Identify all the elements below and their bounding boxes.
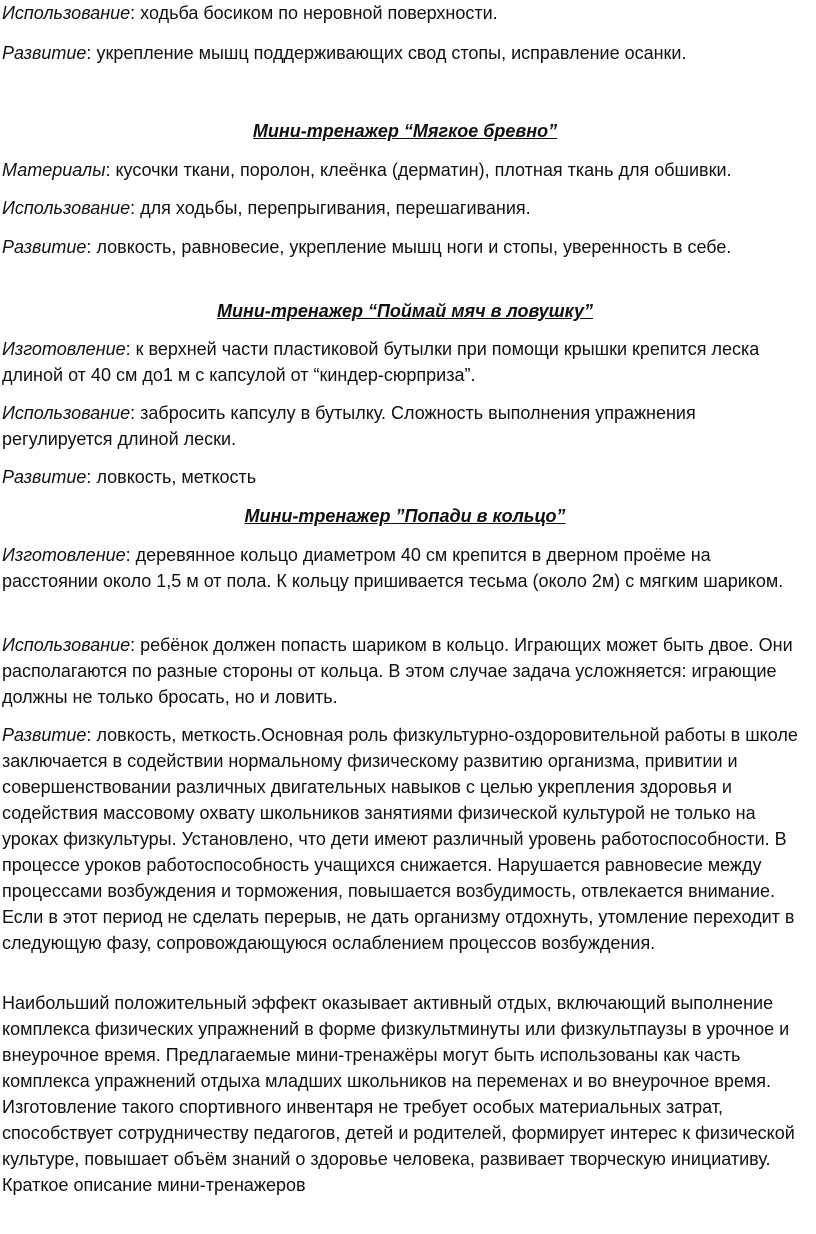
soft-log-materials-label: Материалы (2, 160, 106, 180)
catch-ball-usage-sep: : (130, 403, 141, 423)
catch-ball-making-text: к верхней части пластиковой бутылки при помощи крышки крепится леска длиной от 40 см до1 м с капсулой от “киндер-сюрприза”. (2, 339, 760, 385)
catch-ball-making-label: Изготовление (2, 339, 126, 359)
ring-making-text: деревянное кольцо диаметром 40 см крепится в дверном проёме на расстоянии около 1,5 м от пола. К кольцу пришивается тесьма (около 2м) с мягким шариком. (2, 545, 784, 591)
soft-log-usage-label: Использование (2, 198, 131, 218)
catch-ball-development-text: ловкость, меткость (96, 467, 257, 487)
ring-usage-label: Использование (2, 635, 131, 655)
soft-log-usage-sep: : (130, 198, 141, 218)
soft-log-development-sep: : (86, 237, 97, 257)
soft-log-development-text: ловкость, равновесие, укрепление мышц ноги и стопы, уверенность в себе. (96, 237, 732, 257)
intro-usage-label: Использование (2, 3, 131, 23)
catch-ball-usage-text: забросить капсулу в бутылку. Сложность выполнения упражнения регулируется длиной лески. (2, 403, 696, 449)
catch-ball-making-paragraph (2, 336, 808, 388)
catch-ball-making-sep: : (125, 339, 136, 359)
ring-development-text: ловкость, меткость.Основная роль физкультурно-оздоровительной работы в школе заключается в содействии нормальному физическому развитию организма, привитии и совершенствовании различных двигательных навыков с целью укрепления здоровья и содействия массовому охвату школьников занятиями физической культурой не только на уроках физкультуры. Установлено, что дети имеют различный уровень работоспособности. В процессе уроков работоспособность учащихся снижается. Нарушается равновесие между процессами возбуждения и торможения, повышается возбудимость, отвлекается внимание. Если в этот период не сделать перерыв, не дать организму отдохнуть, утомление переходит в следующую фазу, сопровождающуюся ослаблением процессов возбуждения. (2, 725, 798, 953)
ring-making-sep: : (125, 545, 136, 565)
ring-development-sep: : (86, 725, 97, 745)
ring-development-label: Развитие (2, 725, 87, 745)
catch-ball-development-paragraph (2, 464, 808, 490)
closing-paragraph: Наибольший положительный эффект оказывает активный отдых, включающий выполнение комплекса физических упражнений в форме физкультминуты или физкультпаузы в урочное и внеурочное время. Предлагаемые мини-тренажёры могут быть использованы как часть комплекса упражнений отдыха младших школьников на переменах и во внеурочное время. Изготовление такого спортивного инвентаря не требует особых материальных затрат, способствует сотрудничеству педагогов, детей и родителей, формирует интерес к физической культуре, повышает объём знаний о здоровье человека, развивает творческую инициативу. Краткое описание мини-тренажеров (2, 993, 795, 1195)
soft-log-heading: Мини-тренажер “Мягкое бревно” (252, 121, 558, 141)
ring-usage-text: ребёнок должен попасть шариком в кольцо. Играющих может быть двое. Они располагаются по разные стороны от кольца. В этом случае задача усложняется: играющие должны не только бросать, но и ловить. (2, 635, 793, 707)
intro-development-text: укрепление мышц поддерживающих свод стопы, исправление осанки. (96, 43, 687, 63)
intro-development-sep: : (86, 43, 97, 63)
ring-making-label: Изготовление (2, 545, 126, 565)
soft-log-materials-paragraph (2, 157, 808, 183)
ring-usage-paragraph (2, 632, 808, 710)
soft-log-materials-text: кусочки ткани, поролон, клеёнка (дерматин), плотная ткань для обшивки. (115, 160, 732, 180)
catch-ball-development-label: Развитие (2, 467, 87, 487)
intro-usage-sep: : (130, 3, 141, 23)
catch-ball-usage-label: Использование (2, 403, 131, 423)
intro-usage-text: ходьба босиком по неровной поверхности. (140, 3, 498, 23)
catch-ball-usage-paragraph (2, 400, 808, 452)
soft-log-usage-text: для ходьбы, перепрыгивания, перешагивания. (140, 198, 531, 218)
ring-heading: Мини-тренажер ”Попади в кольцо” (244, 506, 566, 526)
intro-development-paragraph (2, 40, 808, 66)
intro-usage-paragraph (2, 0, 808, 26)
catch-ball-heading: Мини-тренажер “Поймай мяч в ловушку” (216, 301, 594, 321)
ring-usage-sep: : (130, 635, 141, 655)
soft-log-usage-paragraph (2, 195, 808, 221)
soft-log-development-paragraph (2, 234, 808, 260)
soft-log-materials-sep: : (105, 160, 116, 180)
ring-development-paragraph (2, 722, 808, 956)
catch-ball-development-sep: : (86, 467, 97, 487)
ring-making-paragraph (2, 542, 808, 594)
soft-log-development-label: Развитие (2, 237, 87, 257)
intro-development-label: Развитие (2, 43, 87, 63)
